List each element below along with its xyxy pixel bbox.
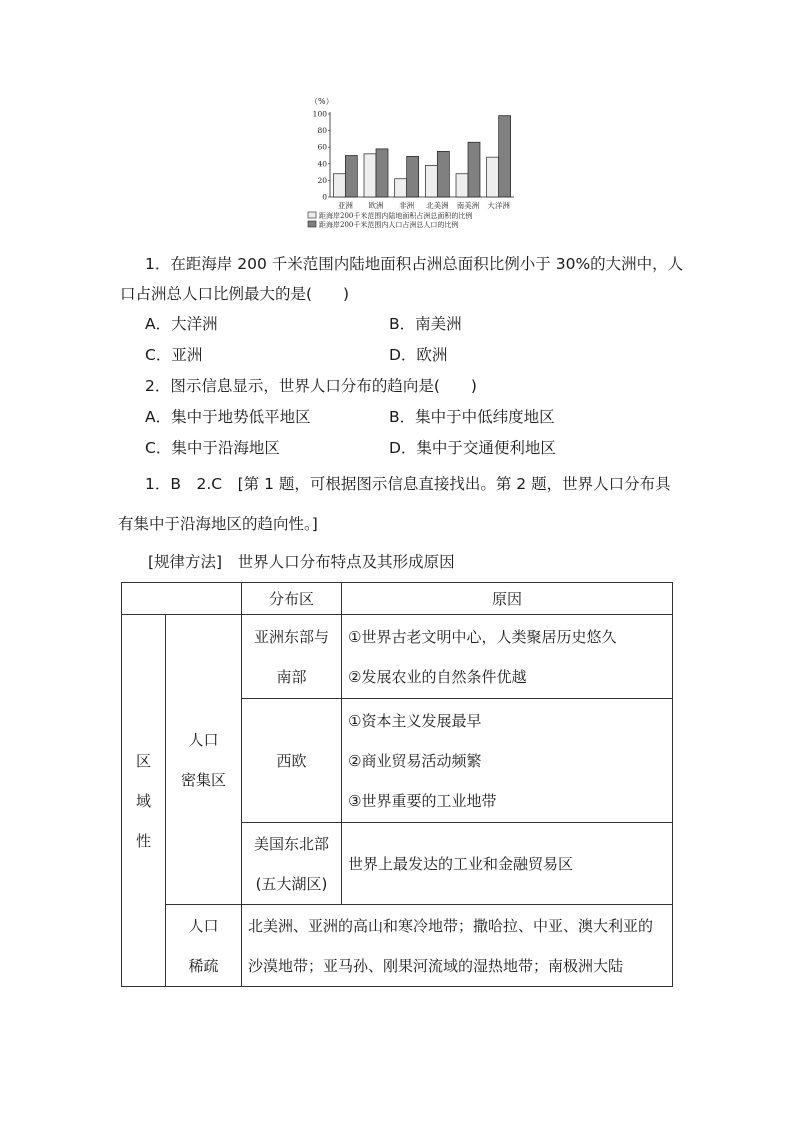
- x-category-label: 欧洲: [368, 201, 384, 210]
- x-category-label: 亚洲: [337, 201, 353, 210]
- header-region: 分布区: [242, 583, 342, 615]
- sparse-label-line-1: 人口: [188, 916, 219, 935]
- q1-option-b: B．南美洲: [389, 315, 462, 333]
- y-unit-label: （%）: [310, 97, 334, 106]
- reason-line: ①世界古老文明中心，人类聚居历史悠久: [348, 627, 617, 646]
- q1-option-a: A．大洋洲: [145, 315, 218, 333]
- reasons-western-europe: [342, 699, 673, 823]
- q2-option-b: B．集中于中低纬度地区: [389, 408, 555, 426]
- x-category-label: 南美洲: [456, 201, 480, 210]
- region-east-south-asia: [242, 615, 342, 699]
- reason-line: 世界上最发达的工业和金融贸易区: [348, 854, 574, 873]
- reasons-east-south-asia: [342, 615, 673, 699]
- bar-population: [407, 156, 419, 197]
- bar-population: [499, 116, 511, 197]
- region-line-1: 美国东北部: [253, 834, 329, 853]
- bar-population: [437, 151, 449, 197]
- region-line-2: (五大湖区): [255, 874, 328, 893]
- y-tick-label: 20: [317, 175, 327, 185]
- bar-land: [456, 174, 468, 197]
- category-char-3: 性: [135, 831, 151, 850]
- bar-land: [395, 179, 407, 197]
- category-char-2: 域: [135, 791, 151, 810]
- question-1-line-1: 1．在距海岸 200 千米范围内陆地面积占洲总面积比例小于 30%的大洲中，人: [145, 255, 684, 273]
- region-line-1: 西欧: [276, 751, 307, 770]
- header-reason: 原因: [342, 583, 673, 615]
- answer-line-2: 有集中于沿海地区的趋向性。]: [118, 515, 318, 533]
- bar-land: [333, 174, 345, 197]
- q2-option-a: A．集中于地势低平地区: [145, 408, 311, 426]
- rules-table: [121, 582, 673, 987]
- category-char-1: 区: [135, 751, 151, 770]
- y-tick-label: 0: [322, 192, 327, 202]
- region-line-2: 南部: [276, 667, 307, 686]
- dense-label-cell: [166, 615, 242, 905]
- reasons-northeast-us: [342, 823, 673, 905]
- bar-land: [487, 157, 499, 197]
- region-line-1: 亚洲东部与: [253, 627, 329, 646]
- y-tick-label: 40: [317, 159, 327, 169]
- x-category-label: 大洋洲: [487, 201, 510, 210]
- reason-line: ②商业贸易活动频繁: [348, 751, 482, 770]
- y-tick-label: 100: [312, 109, 327, 119]
- question-1-line-2: 口占洲总人口比例最大的是( ): [120, 285, 350, 303]
- dense-label-line-1: 人口: [188, 730, 219, 749]
- legend-swatch: [308, 221, 316, 227]
- bar-land: [364, 154, 376, 197]
- y-tick-label: 60: [317, 142, 327, 152]
- q2-option-c: C．集中于沿海地区: [145, 439, 280, 457]
- dense-label-line-2: 密集区: [180, 770, 226, 789]
- bar-population: [468, 142, 480, 197]
- bar-population: [376, 149, 388, 197]
- method-title: [规律方法] 世界人口分布特点及其形成原因: [148, 553, 455, 571]
- region-northeast-us: [242, 823, 342, 905]
- legend-label: 距海岸200千米范围内人口占洲总人口的比例: [319, 221, 459, 229]
- q2-option-d: D．集中于交通便利地区: [389, 439, 556, 457]
- header-empty: [122, 583, 242, 615]
- region-western-europe: [242, 699, 342, 823]
- y-tick-label: 80: [317, 126, 327, 136]
- bar-population: [345, 156, 357, 198]
- x-category-label: 非洲: [399, 201, 415, 210]
- reason-line: ②发展农业的自然条件优越: [348, 667, 527, 686]
- answer-line-1: 1．B 2.C [第 1 题，可根据图示信息直接找出。第 2 题，世界人口分布具: [145, 475, 671, 493]
- bar-land: [425, 165, 437, 197]
- sparse-label-cell: [166, 905, 242, 987]
- q1-option-d: D．欧洲: [389, 346, 448, 364]
- legend-swatch: [308, 212, 316, 218]
- bar-chart: [300, 92, 540, 242]
- reason-line: ③世界重要的工业地带: [348, 791, 497, 810]
- question-2-line-1: 2．图示信息显示，世界人口分布的趋向是( ): [145, 377, 477, 395]
- legend-label: 距海岸200千米范围内陆地面积占洲总面积的比例: [319, 212, 473, 220]
- sparse-label-line-2: 稀疏: [188, 956, 219, 975]
- q1-option-c: C．亚洲: [145, 346, 203, 364]
- category-cell: [122, 615, 166, 987]
- reason-line: ①资本主义发展最早: [348, 711, 482, 730]
- sparse-text: 北美洲、亚洲的高山和寒冷地带；撒哈拉、中亚、澳大利亚的沙漠地带；亚马孙、刚果河流域的湿热地带；南极洲大陆: [242, 905, 673, 987]
- x-category-label: 北美洲: [426, 201, 449, 210]
